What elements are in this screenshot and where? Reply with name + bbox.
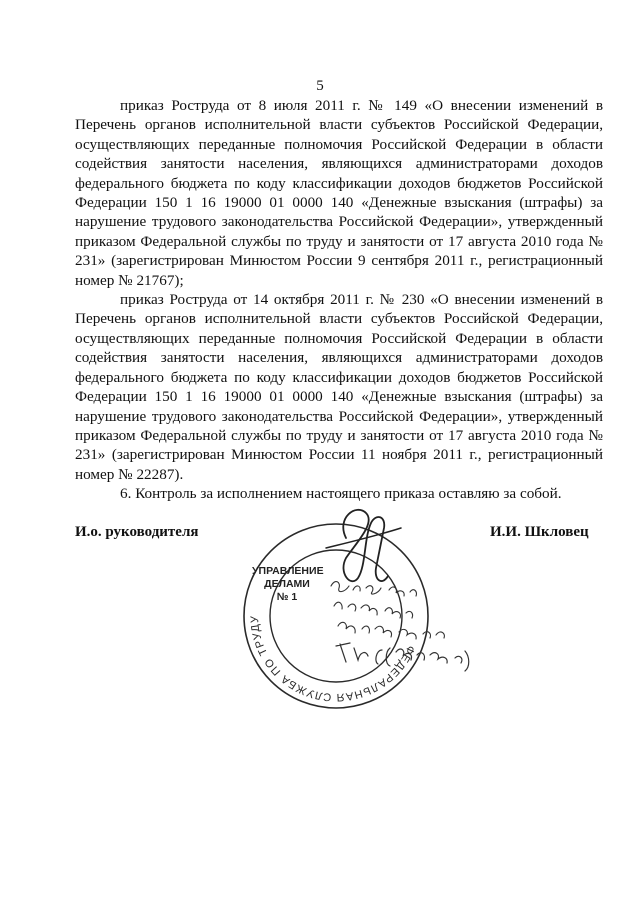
handwritten-certification [326,572,501,672]
signatory-name: И.И. Шкловец [490,524,589,540]
page-number: 5 [316,78,324,94]
svg-text:ФЕДЕРАЛЬНАЯ СЛУЖБА ПО ТРУДУ: ФЕДЕРАЛЬНАЯ СЛУЖБА ПО ТРУДУ [248,614,417,704]
stamp-line: ДЕЛАМИ [264,578,310,590]
signatory-position: И.о. руководителя [75,524,199,540]
stamp-line: № 1 [276,591,298,603]
stamp-center-text [252,565,322,604]
stamp-line: УПРАВЛЕНИЕ [252,565,324,577]
paragraph: приказ Роструда от 14 октября 2011 г. № 230 «О внесении изменений в Перечень органов исполнительной власти субъектов Российской Федерации, осуществляющих переданные полномочия Российской Федерации в области содействия занятости населения, являющихся администраторами доходов федерального бюджета по коду классификации доходов бюджетов Российской Федерации 150 1 16 19000 01 0000 140 «Денежные взыскания (штрафы) за нарушение трудового законодательства Российской Федерации», утвержденный приказом Федеральной службы по труду и занятости от 17 августа 2010 года № 231» (зарегистрирован Минюстом России 11 ноября 2011 г., регистрационный номер № 22287). [75,291,603,483]
document-body [75,96,603,504]
paragraph: 6. Контроль за исполнением настоящего приказа оставляю за собой. [120,485,562,503]
paragraph: приказ Роструда от 8 июля 2011 г. № 149 «О внесении изменений в Перечень органов исполнительной власти субъектов Российской Федерации, осуществляющих переданные полномочия Российской Федерации в области содействия занятости населения, являющихся администраторами доходов федерального бюджета по коду классификации доходов бюджетов Российской Федерации 150 1 16 19000 01 0000 140 «Денежные взыскания (штрафы) за нарушение трудового законодательства Российской Федерации», утвержденный приказом Федеральной службы по труду и занятости от 17 августа 2010 года № 231» (зарегистрирован Минюстом России 9 сентября 2011 г., регистрационный номер № 21767); [75,97,603,289]
